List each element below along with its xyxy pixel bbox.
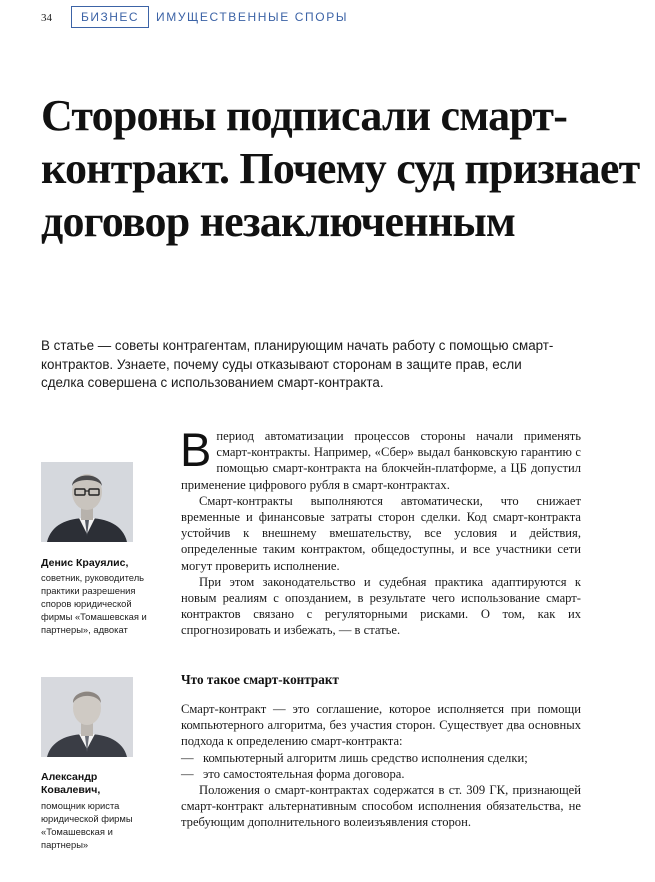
author-name-2: Александр Ковалевич, xyxy=(41,771,101,796)
list-item-text: компьютерный алгоритм лишь средство исполнения сделки; xyxy=(203,750,528,765)
author-photo-1 xyxy=(41,462,133,542)
author-photo-2 xyxy=(41,677,133,757)
paragraph-5: Положения о смарт-контрактах содержатся в ст. 309 ГК, признающей смарт-контракт альтернативным способом исполнения обязательства, не требующим дополнительного волеизъявления сторон. xyxy=(181,783,581,830)
article-section xyxy=(181,701,581,831)
rubric-label: ИМУЩЕСТВЕННЫЕ СПОРЫ xyxy=(156,10,349,24)
author-name-1: Денис Крауялис, xyxy=(41,557,129,569)
author-role-2: помощник юриста юридической фирмы «Томашевская и партнеры» xyxy=(41,800,133,850)
bullet-dash: — xyxy=(181,750,194,765)
bullet-dash: — xyxy=(181,766,194,781)
article-intro xyxy=(180,423,581,639)
list-item xyxy=(181,766,581,782)
article-lead: В статье — советы контрагентам, планирующим начать работу с помощью смарт-контрактов. Узнаете, почему суды отказывают сторонам в защите прав, если сделка совершена с использованием смарт-контракта. xyxy=(41,338,554,390)
page-number: 34 xyxy=(41,12,52,24)
paragraph-1: период автоматизации процессов стороны начали применять смарт-контракты. Например, «Сбер» выдал банковскую гарантию с помощью смарт-контракта на блокчейн-платформе, а ЦБ допустил применение цифрового рубля в смарт-контрактах. xyxy=(181,429,581,492)
author-role-1: советник, руководитель практики разрешения споров юридической фирмы «Томашевская и партнеры», адвокат xyxy=(41,572,147,635)
article-title: Стороны подписали смарт-контракт. Почему суд признает договор незаключенным xyxy=(41,91,640,246)
list-item xyxy=(181,750,581,766)
paragraph-4: Смарт-контракт — это соглашение, которое исполняется при помощи компьютерного алгоритма, без участия сторон. Существует два основных подхода к определению смарт-контракта: xyxy=(181,702,581,749)
paragraph-2: Смарт-контракты выполняются автоматически, что снижает временные и финансовые затраты сторон сделки. Код смарт-контракта устойчив к внешнему вмешательству, все условия и действия, определенные таким контрактом, общедоступны, и все участники сети могут проверить исполнение. xyxy=(181,493,581,573)
section-subheading: Что такое смарт-контракт xyxy=(181,672,339,687)
paragraph-3: При этом законодательство и судебная практика адаптируются к новым реалиям с опозданием, в результате чего использование смарт-контрактов связано с регуляторными рисками. О том, как их спрогнозировать и избежать, — в статье. xyxy=(181,574,581,638)
list-item-text: это самостоятельная форма договора. xyxy=(203,766,405,781)
drop-cap: В xyxy=(180,423,212,476)
section-label: БИЗНЕС xyxy=(71,6,149,28)
